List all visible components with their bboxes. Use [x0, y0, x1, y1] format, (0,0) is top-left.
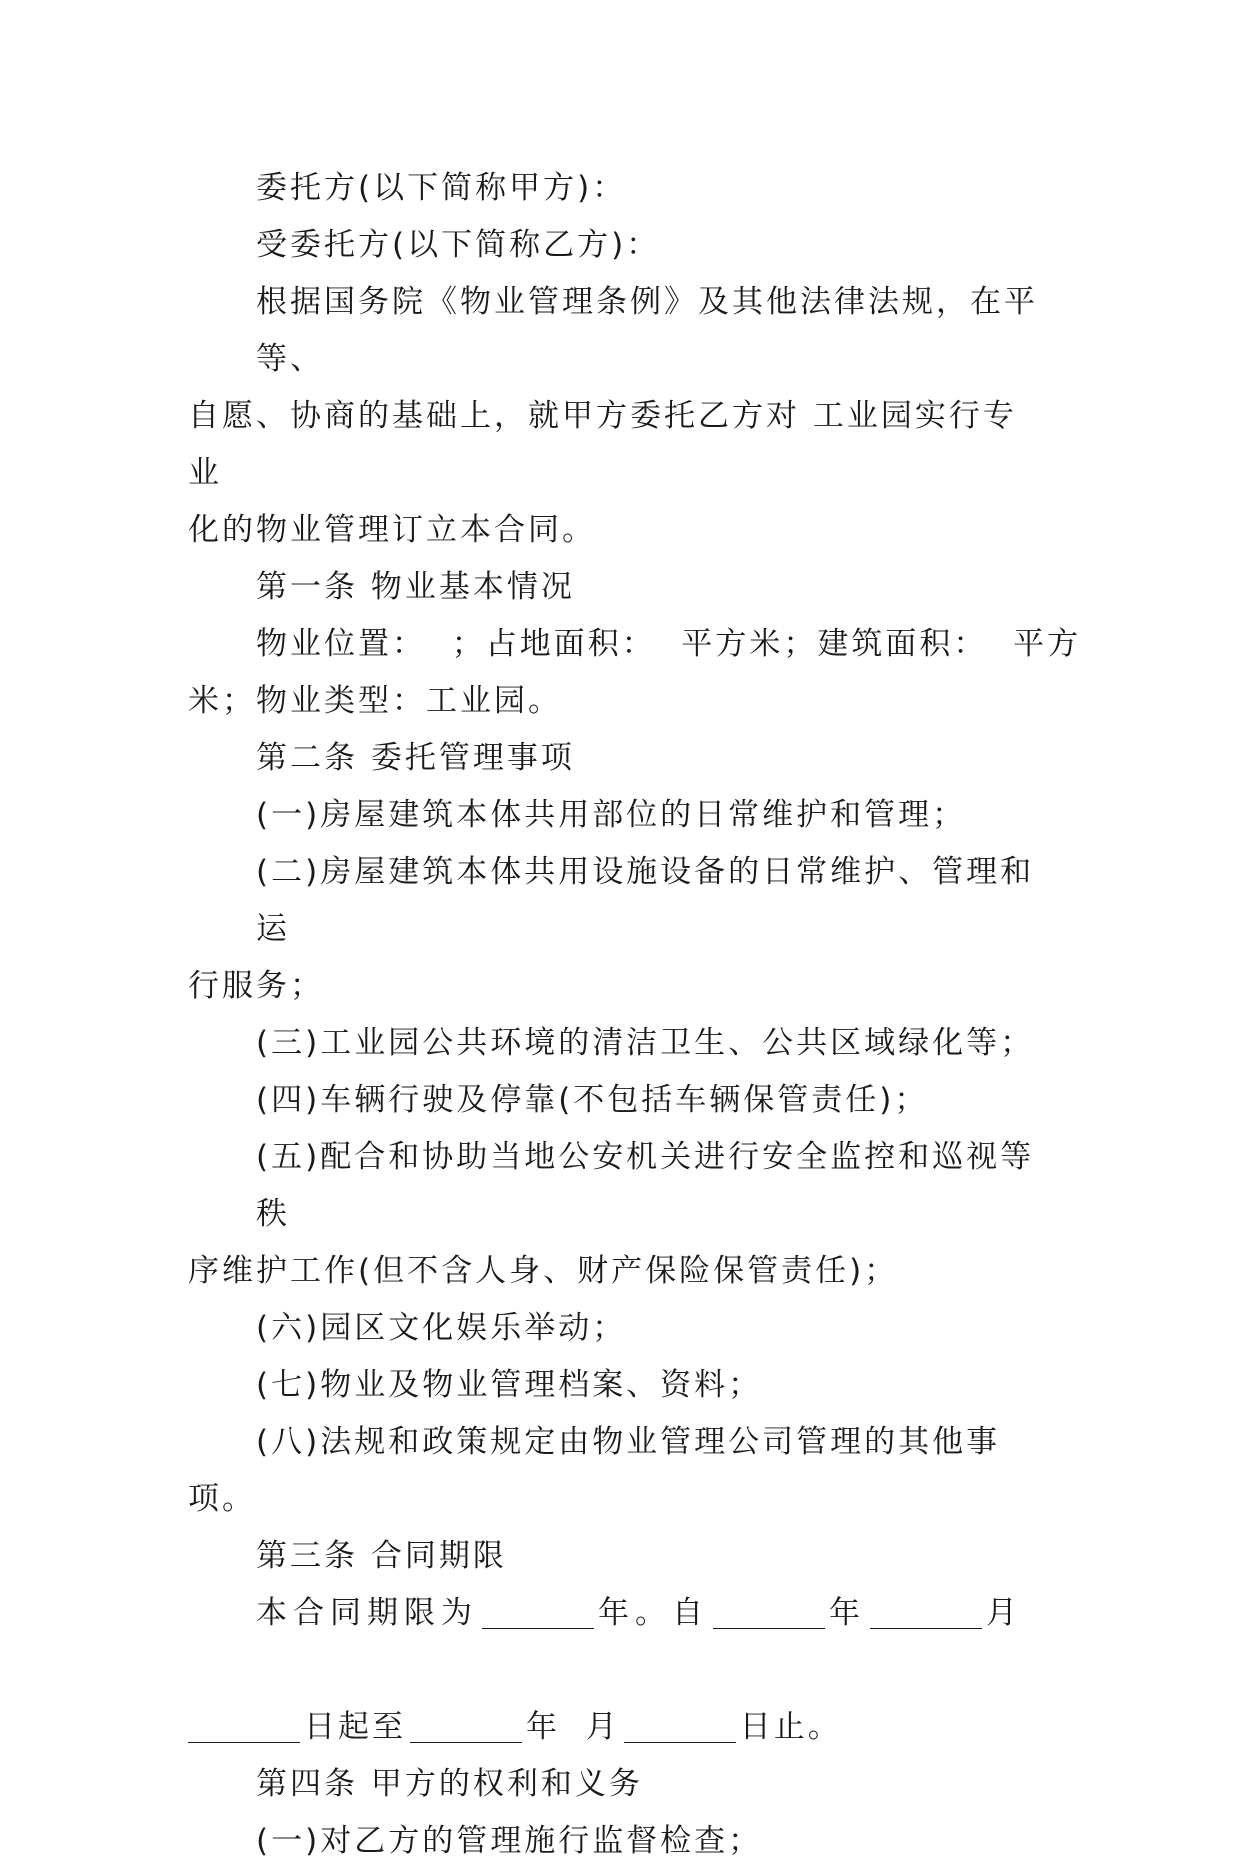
text-line: (五)配合和协助当地公安机关进行安全监控和巡视等秩 [256, 1139, 1035, 1232]
text-line: 第一条 物业基本情况 [256, 569, 575, 605]
item-7 [188, 1357, 1048, 1414]
text-line [188, 1585, 1048, 1642]
fill-blank-end-day [624, 1712, 736, 1743]
text-line: (六)园区文化娱乐举动； [256, 1310, 627, 1346]
item-8 [188, 1414, 1048, 1528]
paragraph-contract-term [188, 1585, 1048, 1756]
term-text: 日起至 [304, 1709, 406, 1745]
term-text: 年。自 [598, 1595, 709, 1631]
fill-blank-start-year [713, 1598, 825, 1629]
article-1-heading [188, 559, 1048, 616]
fill-blank-end-year [410, 1712, 522, 1743]
text-line [188, 1642, 1048, 1756]
fill-blank-years [482, 1598, 594, 1629]
term-text: 本合同期限为 [256, 1595, 478, 1631]
text-line: 受委托方(以下简称乙方)： [256, 227, 661, 263]
fill-blank-start-day [188, 1712, 300, 1743]
text-line: 委托方(以下简称甲方)： [256, 170, 627, 206]
text-line: 第二条 委托管理事项 [256, 740, 575, 776]
article-2-heading [188, 730, 1048, 787]
article-4-item-1 [188, 1813, 1048, 1870]
article-4-heading [188, 1756, 1048, 1813]
item-6 [188, 1300, 1048, 1357]
text-line: (三)工业园公共环境的清洁卫生、公共区域绿化等； [256, 1025, 1035, 1061]
text-line: 米；物业类型：工业园。 [188, 683, 562, 719]
text-line: 化的物业管理订立本合同。 [188, 512, 596, 548]
text-line: (八)法规和政策规定由物业管理公司管理的其他事项。 [188, 1424, 1001, 1517]
paragraph-property-info [188, 616, 1082, 730]
text-line: 自愿、协商的基础上，就甲方委托乙方对 工业园实行专业 [188, 398, 1017, 491]
text-line: (七)物业及物业管理档案、资料； [256, 1367, 763, 1403]
text-line: 物业位置： ；占地面积： 平方米；建筑面积： 平方 [256, 626, 1082, 662]
text-line: 第三条 合同期限 [256, 1538, 507, 1574]
text-line: (一)房屋建筑本体共用部位的日常维护和管理； [256, 797, 967, 833]
term-text: 月 [986, 1595, 1023, 1631]
text-line: 行服务； [188, 968, 324, 1004]
text-line: 根据国务院《物业管理条例》及其他法律法规，在平等、 [256, 284, 1038, 377]
paragraph-preamble [188, 274, 1048, 559]
item-5 [188, 1129, 1048, 1300]
text-line: 序维护工作(但不含人身、财产保险保管责任)； [188, 1253, 899, 1289]
text-line: 第四条 甲方的权利和义务 [256, 1766, 643, 1802]
article-3-heading [188, 1528, 1048, 1585]
paragraph-contractor [188, 217, 1048, 274]
text-line: (二)房屋建筑本体共用设施设备的日常维护、管理和运 [256, 854, 1035, 947]
item-1 [188, 787, 1048, 844]
item-4 [188, 1072, 1048, 1129]
term-text: 年 月 [526, 1709, 620, 1745]
item-2 [188, 844, 1048, 1015]
term-text: 日止。 [739, 1709, 842, 1745]
fill-blank-start-month [870, 1598, 982, 1629]
item-3 [188, 1015, 1048, 1072]
document-body [188, 160, 1082, 1870]
text-line: (一)对乙方的管理施行监督检查； [256, 1823, 763, 1859]
term-text: 年 [829, 1595, 866, 1631]
text-line: (四)车辆行驶及停靠(不包括车辆保管责任)； [256, 1082, 929, 1118]
paragraph-client [188, 160, 1048, 217]
